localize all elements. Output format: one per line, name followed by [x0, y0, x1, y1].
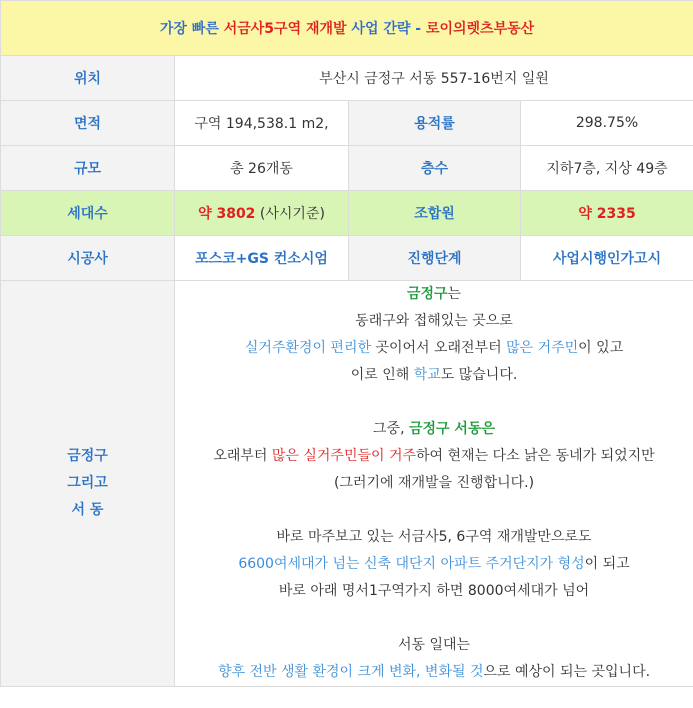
- row-area: [1, 101, 693, 146]
- stage-name: 사업시행인가고시: [552, 251, 662, 267]
- desc-highlight: 실거주환경이 편리한: [244, 340, 371, 356]
- area-label: 면적: [1, 101, 175, 146]
- households-value: [175, 191, 349, 236]
- far-value: 298.75%: [521, 101, 693, 146]
- floors-value: 지하7층, 지상 49층: [521, 146, 693, 191]
- desc-text: 곳이어서 오래전부터: [371, 340, 507, 356]
- desc-line: (그러기에 재개발을 진행합니다.): [333, 475, 535, 491]
- title-part1: 가장 빠른: [159, 21, 224, 37]
- desc-label-line1: 금정구: [67, 448, 108, 464]
- desc-text: 이로 인해: [350, 367, 414, 383]
- location-label: 위치: [1, 56, 175, 101]
- desc-line: [175, 362, 693, 389]
- desc-text: 으로 예상이 되는 곳입니다.: [483, 664, 651, 680]
- far-label: 용적률: [349, 101, 521, 146]
- desc-body: [175, 281, 693, 687]
- scale-label: 규모: [1, 146, 175, 191]
- row-location: [1, 56, 693, 101]
- desc-highlight: 향후 전반 생활 환경이 크게 변화, 변화될 것: [217, 664, 484, 680]
- desc-line: 서동 일대는: [397, 637, 471, 653]
- desc-text: 그중,: [373, 421, 409, 437]
- desc-text: 이 있고: [578, 340, 624, 356]
- builder-value: [175, 236, 349, 281]
- row-scale: [1, 146, 693, 191]
- desc-line: 바로 아래 명서1구역가지 하면 8000여세대가 넘어: [278, 583, 590, 599]
- row-households: [1, 191, 693, 236]
- desc-text: 이 되고: [584, 556, 630, 572]
- households-number: 약 3802: [198, 206, 256, 222]
- floors-label: 층수: [349, 146, 521, 191]
- desc-text: 도 많습니다.: [440, 367, 518, 383]
- desc-line: [175, 416, 693, 443]
- desc-label-line3: 서 동: [71, 502, 104, 518]
- desc-line: [175, 443, 693, 470]
- desc-line: [175, 551, 693, 578]
- title-part4: 로이의렛츠부동산: [425, 21, 535, 37]
- desc-text: 오래부터: [213, 448, 272, 464]
- desc-highlight: 금정구 서동은: [408, 421, 495, 437]
- desc-line: [175, 659, 693, 686]
- desc-highlight: 학교: [413, 367, 441, 383]
- builder-label: 시공사: [1, 236, 175, 281]
- desc-label: [1, 281, 175, 687]
- members-label: 조합원: [349, 191, 521, 236]
- table-title: [1, 1, 693, 56]
- desc-text: 하여 현재는 다소 낡은 동네가 되었지만: [416, 448, 655, 464]
- location-value: 부산시 금정구 서동 557-16번지 일원: [175, 56, 693, 101]
- desc-highlight: 금정구: [406, 286, 448, 302]
- title-part2: 서금사5구역 재개발: [223, 21, 347, 37]
- members-number: 약 2335: [578, 206, 636, 222]
- row-description: [1, 281, 693, 687]
- stage-label: 진행단계: [349, 236, 521, 281]
- scale-value: 총 26개동: [175, 146, 349, 191]
- row-builder: [1, 236, 693, 281]
- desc-line: [175, 281, 693, 308]
- desc-highlight: 많은 실거주민들이 거주: [271, 448, 417, 464]
- desc-highlight: 많은 거주민: [506, 340, 579, 356]
- title-part3: 사업 간략 -: [346, 21, 426, 37]
- desc-highlight: 6600여세대가 넘는 신축 대단지 아파트 주거단지가 형성: [238, 556, 585, 572]
- members-value: [521, 191, 693, 236]
- builder-name: 포스코+GS 컨소시엄: [195, 251, 328, 267]
- desc-label-line2: 그리고: [67, 475, 108, 491]
- desc-line: 바로 마주보고 있는 서금사5, 6구역 재개발만으로도: [276, 529, 592, 545]
- desc-line: [175, 335, 693, 362]
- households-note: (사시기준): [259, 206, 325, 222]
- area-value: 구역 194,538.1 m2,: [175, 101, 349, 146]
- stage-value: [521, 236, 693, 281]
- desc-text: 는: [447, 286, 462, 302]
- desc-line: 동래구와 접해있는 곳으로: [355, 313, 513, 329]
- households-label: 세대수: [1, 191, 175, 236]
